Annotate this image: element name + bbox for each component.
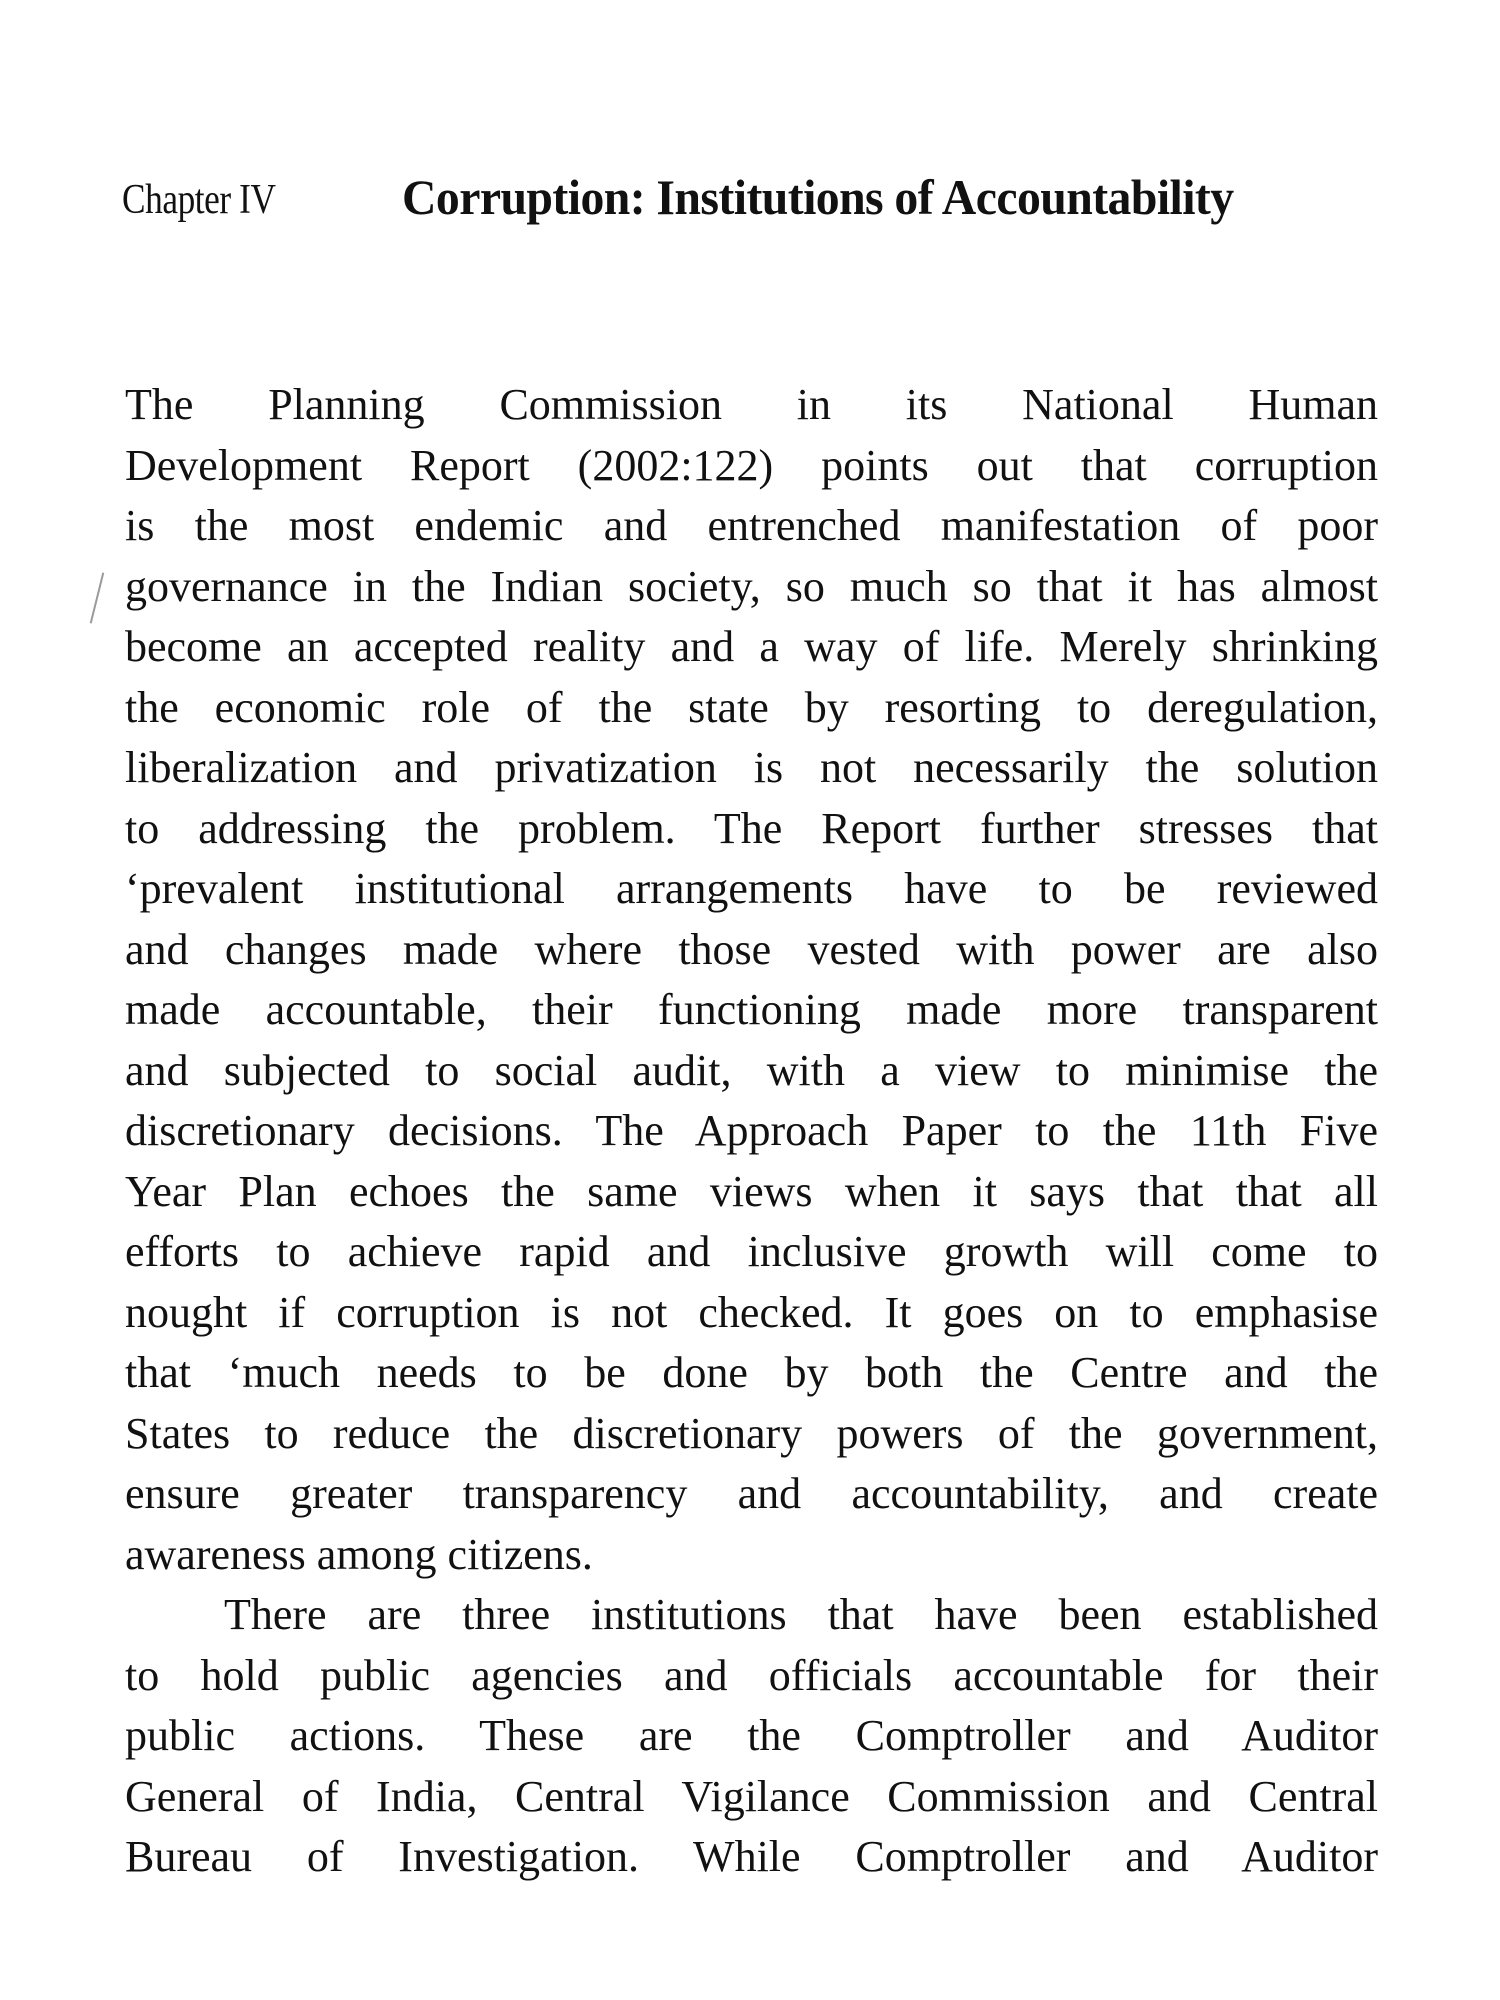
paragraph-1 <box>125 375 1378 1585</box>
text-line: is the most endemic and entrenched manifestation of poor <box>125 501 1378 550</box>
text-line: discretionary decisions. The Approach Paper to the 11th Five <box>125 1106 1378 1155</box>
text-line: that ‘much needs to be done by both the Centre and the <box>125 1348 1378 1397</box>
text-line: governance in the Indian society, so much so that it has almost <box>125 561 1378 611</box>
text-line: and changes made where those vested with power are also <box>125 924 1378 974</box>
text-line: The Planning Commission in its National Human <box>125 380 1378 429</box>
text-line: public actions. These are the Comptroller and Auditor <box>125 1711 1378 1760</box>
text-line: and subjected to social audit, with a view to minimise the <box>125 1045 1378 1095</box>
text-line: nought if corruption is not checked. It goes on to emphasise <box>125 1287 1378 1337</box>
text-line: to addressing the problem. The Report further stresses that <box>125 803 1378 853</box>
text-line: ‘prevalent institutional arrangements have to be reviewed <box>125 864 1378 913</box>
text-line: efforts to achieve rapid and inclusive growth will come to <box>125 1227 1378 1276</box>
text-line: the economic role of the state by resorting to deregulation, <box>125 682 1378 732</box>
paragraph-2 <box>125 1585 1378 1888</box>
chapter-label: Chapter IV <box>122 177 276 223</box>
text-line: Bureau of Investigation. While Comptroller and Auditor <box>125 1832 1378 1881</box>
text-line: awareness among citizens. <box>125 1529 593 1579</box>
text-line: General of India, Central Vigilance Commission and Central <box>125 1771 1378 1821</box>
text-line: Year Plan echoes the same views when it says that that all <box>125 1166 1378 1216</box>
text-line: Development Report (2002:122) points out that corruption <box>125 440 1378 490</box>
chapter-title: Corruption: Institutions of Accountability <box>402 169 1234 225</box>
body-text <box>125 375 1378 1888</box>
chapter-heading <box>122 168 1382 238</box>
text-line: States to reduce the discretionary powers of the government, <box>125 1408 1378 1458</box>
text-line: become an accepted reality and a way of life. Merely shrinking <box>125 622 1378 671</box>
text-line: made accountable, their functioning made more transparent <box>125 985 1378 1034</box>
text-line: There are three institutions that have been established <box>224 1590 1378 1639</box>
text-line: ensure greater transparency and accountability, and create <box>125 1469 1378 1518</box>
text-line: liberalization and privatization is not necessarily the solution <box>125 743 1378 792</box>
margin-mark <box>90 573 105 624</box>
text-line: to hold public agencies and officials accountable for their <box>125 1650 1378 1700</box>
